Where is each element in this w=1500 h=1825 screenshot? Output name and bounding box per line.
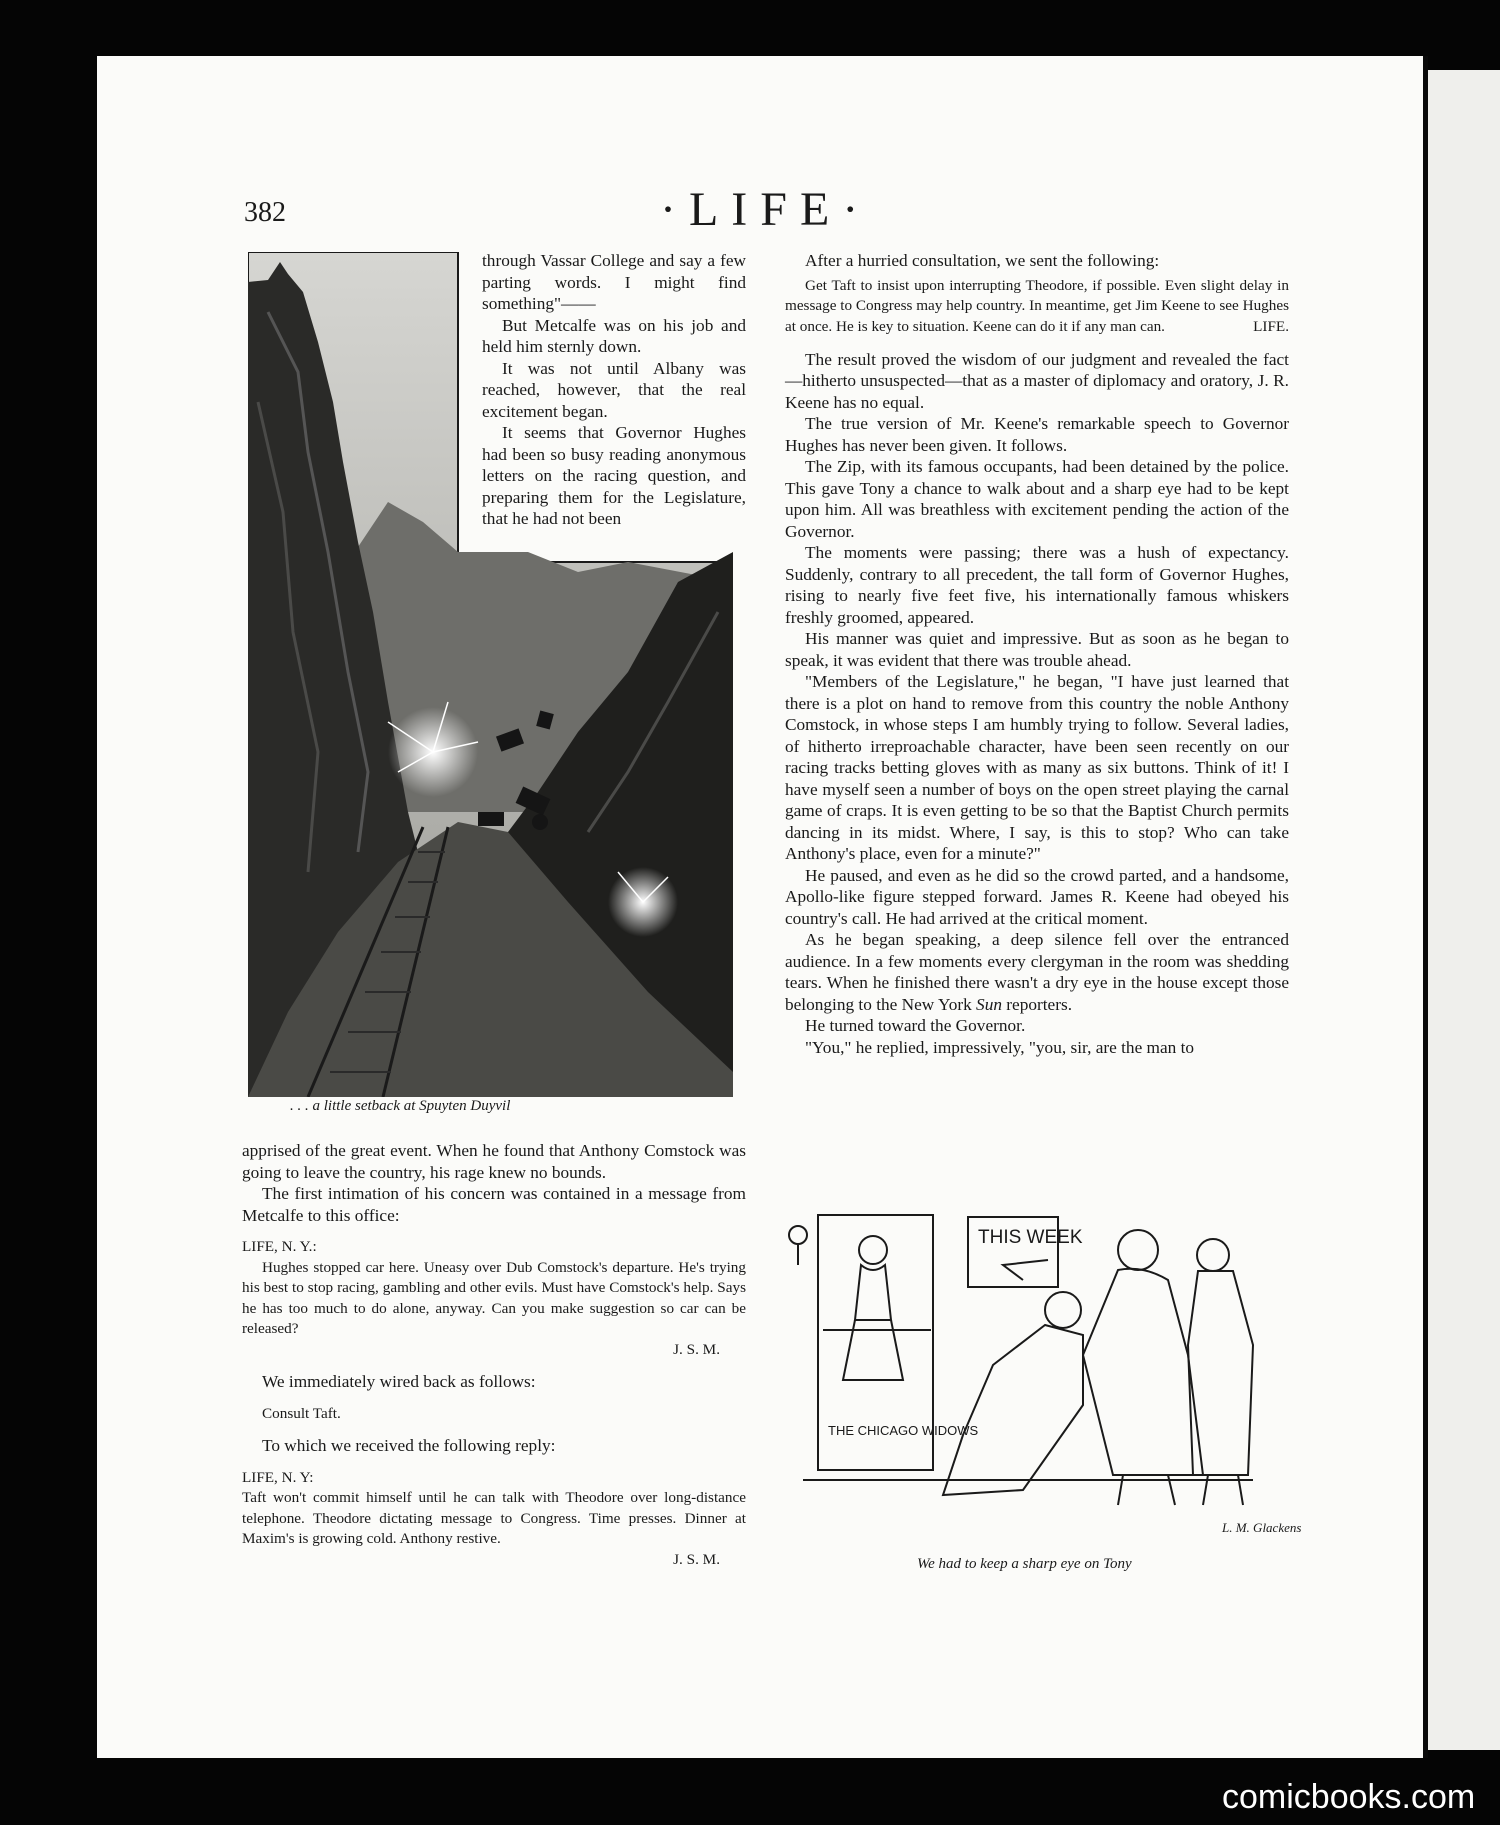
paragraph: apprised of the great event. When he found that Anthony Comstock was going to leave the country, his rage knew no bounds. [242, 1141, 746, 1182]
paragraph: through Vassar College and say a few parting words. I might find something"—— [482, 251, 746, 313]
telegram-signature: J. S. M. [673, 1340, 720, 1358]
paragraph: But Metcalfe was on his job and held him sternly down. [482, 315, 746, 356]
poster-text: THIS WEEK [978, 1227, 1083, 1248]
column-a-bottom [242, 1140, 746, 1570]
paragraph: It seems that Governor Hughes had been so busy reading anonymous letters on the racing question, and preparing them for the Legislature, that he had not been [482, 423, 746, 528]
telegram: Get Taft to insist upon interrupting Theodore, if possible. Even slight delay in message to Congress may help country. In meantime, get Jim Keene to see Hughes at once. He is key to situation. Keene can do it if any man can. [785, 276, 1289, 335]
watermark: comicbooks.com [1222, 1778, 1476, 1816]
paragraph: He paused, and even as he did so the crowd parted, and a handsome, Apollo-like figure stepped forward. James R. Keene had obeyed his country's call. He had arrived at the critical moment. [785, 865, 1289, 928]
paragraph: The moments were passing; there was a hush of expectancy. Suddenly, contrary to all precedent, the tall form of Governor Hughes, rising to nearly five feet five, his internationally famous whiskers freshly groomed, appeared. [785, 543, 1289, 627]
paragraph: His manner was quiet and impressive. But as soon as he began to speak, it was evident that there was trouble ahead. [785, 629, 1289, 670]
masthead-title: ·LIFE· [660, 183, 872, 236]
telegram: Consult Taft. [262, 1404, 341, 1422]
paragraph: After a hurried consultation, we sent the following: [805, 251, 1160, 270]
telegram-address: LIFE, N. Y: [242, 1468, 314, 1486]
telegram: Hughes stopped car here. Uneasy over Dub Comstock's departure. He's trying his best to stop racing, gambling and other evils. Must have Comstock's help. Says he has too much to do alone, anyway. Can you make suggestion so car can be released? [242, 1258, 746, 1337]
telegram: Taft won't commit himself until he can talk with Theodore over long-distance telephone. Theodore dictating message to Congress. Time presses. Dinner at Maxim's is growing cold. Anthony restive. [242, 1489, 746, 1547]
telegram-signature: LIFE. [1253, 318, 1289, 335]
paragraph: We immediately wired back as follows: [262, 1372, 536, 1391]
text-span: As he began speaking, a deep silence fell over the entranced audience. In a few moments every clergyman in the room was shedding tears. When he finished there wasn't a dry eye in the house except those belonging to the New York [785, 930, 1289, 1014]
column-b [785, 250, 1289, 1058]
paragraph: To which we received the following reply: [262, 1436, 556, 1455]
paragraph: The true version of Mr. Keene's remarkable speech to Governor Hughes has never been given. It follows. [785, 414, 1289, 455]
page-number: 382 [244, 197, 286, 228]
cartoon-illustration [783, 1205, 1303, 1555]
paragraph: "You," he replied, impressively, "you, sir, are the man to [805, 1037, 1195, 1057]
text-span: reporters. [1001, 994, 1073, 1014]
paragraph: "Members of the Legislature," he began, "I have just learned that there is a plot on hand to remove from this country the noble Anthony Comstock, in whose steps I am humbly trying to follow. Several ladies, of hitherto irreproachable character, have been seen recently on our racing tracks betting gloves with as many as six buttons. Think of it! I have myself seen a number of boys on the open street playing the carnal game of craps. It is even getting to be so that the Baptist Church permits dancing in its midst. Where, I say, is this to stop? Who can take Anthony's place, even for a minute?" [785, 672, 1289, 863]
telegram-signature: J. S. M. [673, 1550, 720, 1568]
adjacent-page-edge [1428, 70, 1500, 1750]
artist-signature: L. M. Glackens [1222, 1520, 1302, 1535]
paragraph: It was not until Albany was reached, however, that the real excitement began. [482, 358, 746, 421]
newspaper-name: Sun [976, 994, 1002, 1014]
cartoon-caption: We had to keep a sharp eye on Tony [917, 1556, 1132, 1572]
paragraph: The first intimation of his concern was contained in a message from Metcalfe to this office: [242, 1184, 746, 1225]
paragraph: The result proved the wisdom of our judgment and revealed the fact—hitherto unsuspected—that as a master of diplomacy and oratory, J. R. Keene has no equal. [785, 349, 1289, 412]
paragraph: He turned toward the Governor. [805, 1016, 1026, 1035]
poster-text: THE CHICAGO WIDOWS [828, 1423, 979, 1438]
telegram-address: LIFE, N. Y.: [242, 1238, 317, 1255]
paragraph [785, 929, 1289, 1015]
paragraph: The Zip, with its famous occupants, had been detained by the police. This gave Tony a chance to walk about and a sharp eye had to be kept upon him. All was breathless with excitement pending the action of the Governor. [785, 457, 1289, 541]
column-a-top [482, 250, 746, 530]
photo-caption: . . . a little setback at Spuyten Duyvil [290, 1098, 511, 1114]
